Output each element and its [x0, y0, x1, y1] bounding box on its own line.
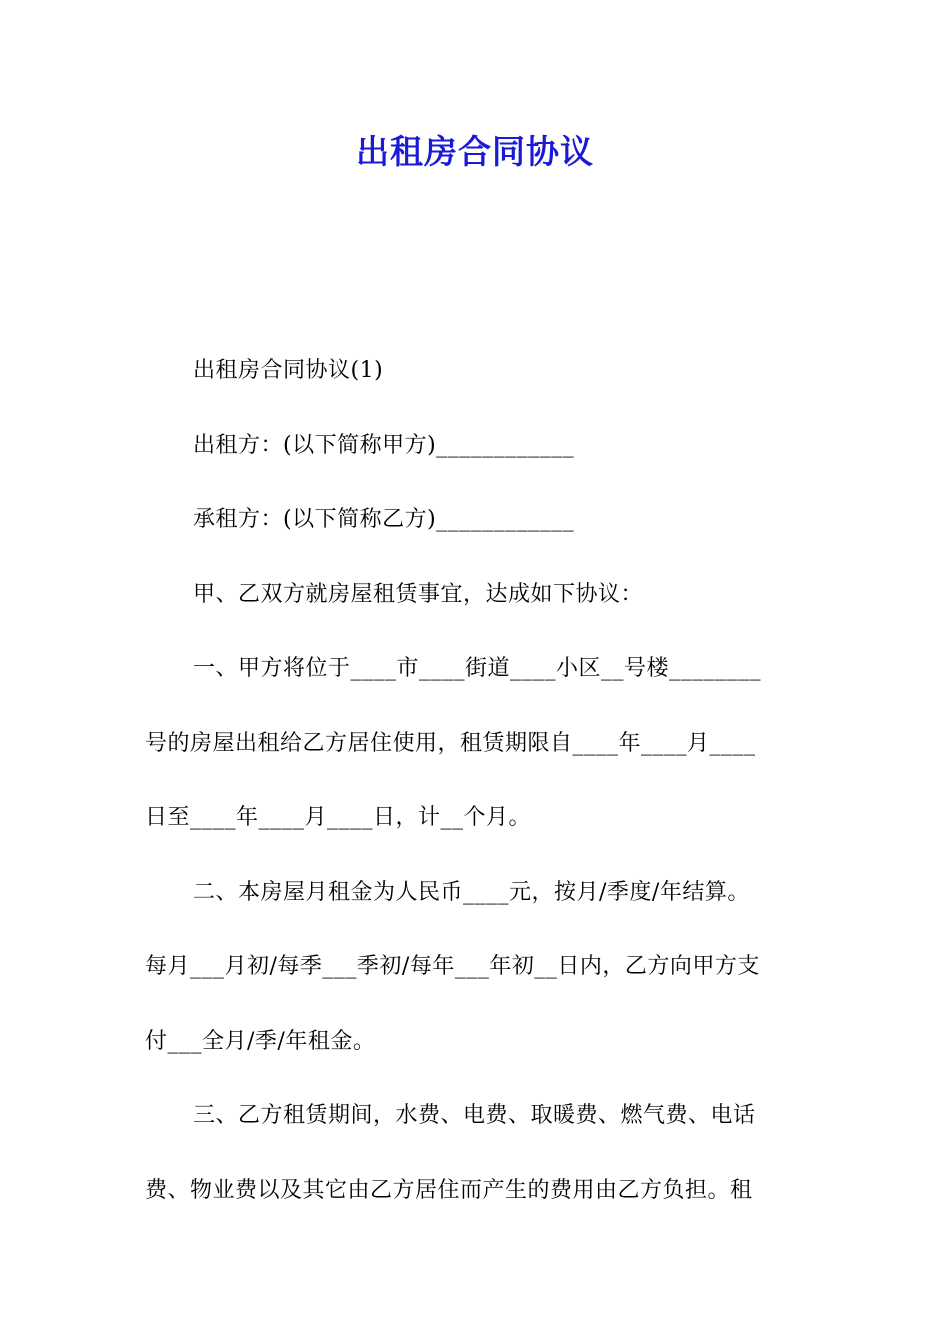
paragraph-lessor	[145, 409, 807, 484]
paragraph-line: 费、物业费以及其它由乙方居住而产生的费用由乙方负担。租	[145, 1177, 753, 1203]
document-body	[145, 334, 807, 1228]
paragraph-line: 承租方：(以下简称乙方)____________	[193, 507, 575, 532]
paragraph-heading	[145, 334, 807, 409]
paragraph-line: 甲、乙双方就房屋租赁事宜，达成如下协议：	[193, 581, 644, 607]
paragraph-clause-1	[145, 632, 807, 856]
paragraph-line: 付___全月/季/年租金。	[145, 1028, 376, 1054]
paragraph-line: 每月___月初/每季___季初/每年___年初__日内，乙方向甲方支	[145, 954, 760, 979]
paragraph-line: 出租房合同协议(1)	[193, 358, 384, 383]
paragraph-clause-2	[145, 856, 807, 1080]
paragraph-line: 三、乙方租赁期间，水费、电费、取暖费、燃气费、电话	[193, 1103, 756, 1128]
paragraph-line: 二、本房屋月租金为人民币____元，按月/季度/年结算。	[193, 879, 750, 905]
paragraph-line: 一、甲方将位于____市____街道____小区__号楼________	[193, 656, 762, 681]
paragraph-lessee	[145, 483, 807, 558]
paragraph-agreement	[145, 558, 807, 633]
paragraph-line: 日至____年____月____日，计__个月。	[145, 805, 532, 830]
document-title: 出租房合同协议	[356, 132, 594, 171]
paragraph-line: 号的房屋出租给乙方居住使用，租赁期限自____年____月____	[145, 730, 756, 756]
paragraph-clause-3	[145, 1079, 807, 1228]
paragraph-line: 出租方：(以下简称甲方)____________	[193, 432, 575, 458]
